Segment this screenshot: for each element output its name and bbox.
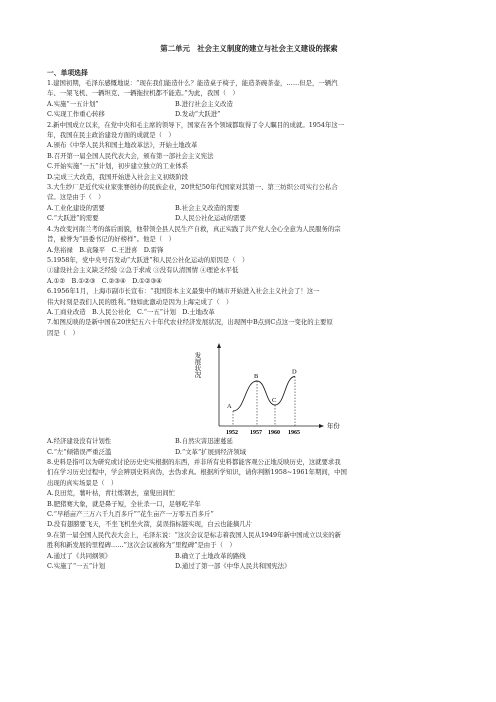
option-b: B.社会主义改造的需要	[175, 203, 240, 212]
question-2	[47, 120, 451, 182]
point-label-c: C	[272, 397, 277, 405]
question-stem: 年，我国在民主政治建设方面的成就是（ ）	[47, 131, 175, 140]
x-tick-label: 1960	[268, 430, 280, 437]
question-6	[47, 286, 451, 317]
question-stem: 车、一架飞机、一辆坦克、一辆拖拉机都不能造。”为此，我国（ ）	[47, 89, 239, 98]
option-a: A.经济建设没有计划性	[47, 437, 112, 446]
option-d: D.发动“大跃进”	[175, 110, 221, 119]
option-c: C.开始实施“一五”计划，初步建立独立的工业体系	[47, 162, 189, 171]
x-axis-arrow	[319, 424, 324, 428]
question-9	[47, 530, 451, 572]
point-label-b: B	[254, 373, 259, 381]
option-c: C.“大跃进”的需要	[47, 214, 99, 223]
question-stem: 因是（ ）	[47, 328, 79, 337]
option-d: D.完成三大改造，我国开始进入社会主义初级阶段	[47, 172, 189, 181]
option-row	[47, 203, 451, 213]
option-d: D.没有翅膀要飞天，不坐飞机坐火箭，莫误指标链实现，白云也能摘几片	[47, 520, 253, 529]
question-stem: 1.建国初期，毛泽东感慨地说：“现在我们能造什么？能造桌子椅子，能造茶碗茶壶，……但是，一辆汽	[47, 79, 338, 87]
option-d: D.人民公社化运动的需要	[175, 214, 246, 223]
option-d: D.通过了第一部《中华人民共和国宪法》	[175, 562, 291, 571]
option-b: B.进行社会主义改造	[175, 99, 233, 108]
option-c: C.“左”倾错误严重泛滥	[47, 447, 112, 456]
question-stem: 5.1958年，党中央号召发动“大跃进”和人民公社化运动的原因是（ ）	[47, 255, 249, 264]
options: A.①② B.①②③ C.②③④ D.①②③④	[47, 276, 162, 285]
x-tick-label: 1952	[226, 430, 238, 437]
option-a: A.工业化建设的需要	[47, 203, 105, 212]
development-chart	[193, 340, 365, 437]
question-stem: 2.新中国成立以来，在党中央和毛主席的领导下，国家在各个领域都取得了令人瞩目的成就。1954年这一	[47, 120, 345, 129]
question-5	[47, 255, 451, 286]
point-label-a: A	[227, 403, 232, 411]
series-line	[233, 377, 295, 412]
question-stem: 们在学习历史过程中，学会辨别史料真伪，去伪求真。根据所学知识，请你判断1958~1961年期间，中国	[47, 468, 347, 477]
options: A.焦裕禄 B.袁隆平 C.王进喜 D.雷锋	[47, 245, 164, 254]
y-axis-label: 发展状况	[193, 352, 201, 378]
question-7	[47, 317, 451, 457]
x-axis-label: 年份	[327, 423, 340, 431]
options: A.工商业改造 B.人民公社化 C.“一五”计划 D.土地改革	[47, 307, 215, 316]
x-tick-label: 1957	[250, 430, 262, 437]
question-stem: 6.1956年1月，上海市副市长宣布：“我国资本主义最集中的城市开始进入社会主义社会了！这一	[47, 287, 320, 296]
option-b: B.肥猪赛大象，就是鼻子短，全社杀一口，足够吃半年	[47, 499, 201, 508]
question-stem: 营。这是由于（ ）	[47, 193, 105, 202]
question-8	[47, 457, 451, 530]
question-stem: 4.为改变河南兰考的落后面貌，他带领全县人民生产自救，真正实践了共产党人全心全意为人民服务的宗	[47, 224, 341, 233]
option-a: A.颁布《中华人民共和国土地改革法》，开始土地改革	[47, 141, 198, 150]
question-stem: 9.在第一届全国人民代表大会上，毛泽东说：“这次会议是标志着我国人民从1949年新中国成立以来的新	[47, 530, 342, 539]
x-tick-label: 1965	[288, 430, 300, 437]
option-c: C.实现工作重心转移	[47, 110, 105, 119]
option-c: C.“早稻亩产三万六千九百多斤”“花生亩产一万零五百多斤”	[47, 510, 214, 518]
question-items: ①建设社会主义缺乏经验 ②急于求成 ③没有认清国情 ④理论水平低	[47, 266, 239, 275]
option-a: A.实施“一五计划”	[47, 99, 99, 108]
question-3	[47, 182, 451, 224]
option-row	[47, 436, 451, 446]
option-row	[47, 99, 451, 109]
worksheet	[47, 44, 451, 571]
option-row	[47, 447, 451, 457]
figure-container	[47, 338, 451, 436]
option-b: B.确立了土地改革的路线	[175, 551, 246, 560]
question-stem: 胜利和新发展的里程碑……”这次会议被称为“里程碑”是由于（ ）	[47, 541, 236, 550]
option-a: A.通过了《共同纲领》	[47, 551, 112, 560]
option-row	[47, 109, 451, 119]
question-stem: 3.大生纱厂是近代实业家张謇创办的民族企业，20世纪50年代国家对其第一、第三纺织公司实行公私合	[47, 183, 338, 192]
question-4	[47, 224, 451, 255]
question-stem: 旨，被誉为“县委书记的好榜样”。他是（ ）	[47, 235, 175, 244]
point-label-d: D	[292, 368, 297, 376]
option-c: C.实施了“一五”计划	[47, 562, 105, 571]
question-1	[47, 78, 451, 120]
section-heading: 一、单项选择	[47, 69, 88, 77]
option-a: A.良田荒，薯叶枯，青壮炼钢去，童叟田间忙	[47, 489, 176, 498]
option-row	[47, 561, 451, 571]
question-stem: 8.史料是指可以为研究或讨论历史史实根据的东西，并非所有史料都能客观公正地反映历史，这就要求我	[47, 457, 341, 466]
option-d: D.“文革”扩展到经济领域	[175, 447, 246, 456]
option-row	[47, 213, 451, 223]
option-b: B.自然灾害迅速蔓延	[175, 437, 233, 446]
option-row	[47, 551, 451, 561]
y-axis-arrow	[217, 343, 221, 348]
question-stem: 7.如图反映的是新中国在20世纪五六十年代农业经济发展状况，出现图中B点到C点这一变化的主要原	[47, 318, 333, 327]
option-b: B.召开第一届全国人民代表大会，颁布第一部社会主义宪法	[47, 151, 214, 160]
question-stem: 伟大时刻是我们人民的胜利。”他如此激动是因为上海完成了（ ）	[47, 297, 233, 306]
page-title: 第二单元 社会主义制度的建立与社会主义建设的探索	[160, 44, 338, 53]
question-stem: 出现的真实场景是（ ）	[47, 478, 118, 487]
